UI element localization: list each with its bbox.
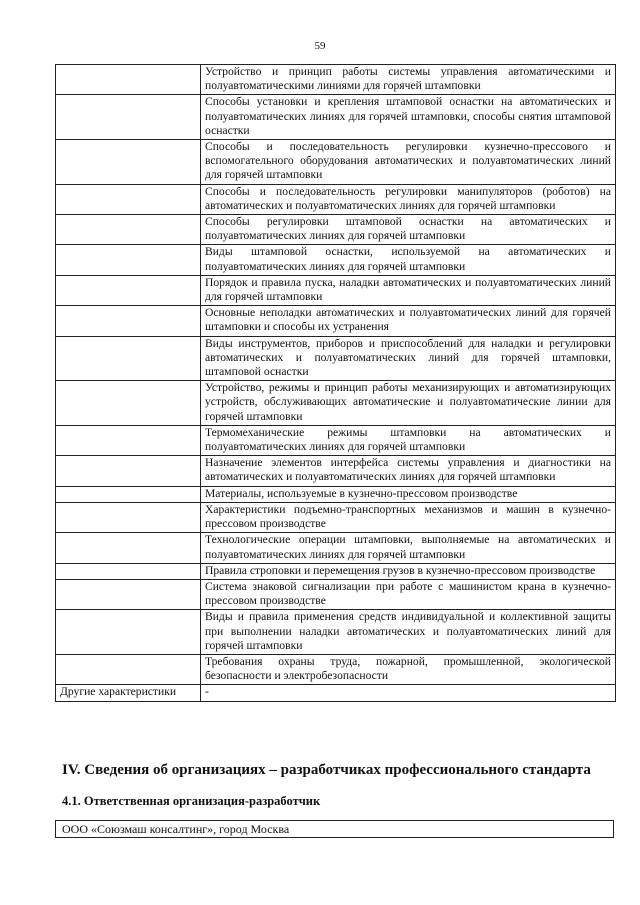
requirement-row xyxy=(56,502,616,532)
requirement-row xyxy=(56,65,616,95)
requirement-text: Способы регулировки штамповой оснастки на автоматических и полуавтоматических линиях для горячей штамповки xyxy=(201,215,616,245)
requirements-table xyxy=(55,64,616,702)
organization-name: ООО «Союзмаш консалтинг», город Москва xyxy=(62,822,290,836)
requirement-text: Назначение элементов интерфейса системы управления и диагностики на автоматических и полуавтоматических линиях для горячей штамповки xyxy=(201,456,616,486)
label-cell-empty xyxy=(56,336,201,381)
requirement-row xyxy=(56,381,616,426)
label-cell-empty xyxy=(56,306,201,336)
label-cell-empty xyxy=(56,275,201,305)
requirement-text: Устройство, режимы и принцип работы механизирующих и автоматизирующих устройств, обслуживающих автоматические и полуавтоматические линии для горячей штамповки xyxy=(201,381,616,426)
label-cell-empty xyxy=(56,140,201,185)
requirement-text: Виды штамповой оснастки, используемой на автоматических и полуавтоматических линиях для горячей штамповки xyxy=(201,245,616,275)
requirement-row xyxy=(56,563,616,579)
label-cell-empty xyxy=(56,579,201,609)
requirement-row xyxy=(56,533,616,563)
label-cell-empty xyxy=(56,65,201,95)
label-cell-empty xyxy=(56,215,201,245)
section-heading: IV. Сведения об организациях – разработчиках профессионального стандарта xyxy=(62,762,591,778)
requirement-row xyxy=(56,184,616,214)
label-cell-empty xyxy=(56,184,201,214)
requirement-row xyxy=(56,610,616,655)
requirement-row xyxy=(56,95,616,140)
requirement-text: Термомеханические режимы штамповки на автоматических и полуавтоматических линиях для горячей штамповки xyxy=(201,425,616,455)
label-cell-empty xyxy=(56,245,201,275)
requirement-row xyxy=(56,140,616,185)
requirement-text: Требования охраны труда, пожарной, промышленной, экологической безопасности и электробезопасности xyxy=(201,654,616,684)
requirement-row xyxy=(56,306,616,336)
label-cell-empty xyxy=(56,381,201,426)
requirement-text: Характеристики подъемно-транспортных механизмов и машин в кузнечно-прессовом производстве xyxy=(201,502,616,532)
requirement-text: Порядок и правила пуска, наладки автоматических и полуавтоматических линий для горячей штамповки xyxy=(201,275,616,305)
requirement-text: Способы установки и крепления штамповой оснастки на автоматических и полуавтоматических линиях для горячей штамповки, способы снятия штамповой оснастки xyxy=(201,95,616,140)
other-characteristics-row xyxy=(56,685,616,701)
label-cell-empty xyxy=(56,654,201,684)
requirement-row xyxy=(56,245,616,275)
requirement-text: Способы и последовательность регулировки кузнечно-прессового и вспомогательного оборудования автоматических и полуавтоматических линий для горячей штамповки xyxy=(201,140,616,185)
label-cell-empty xyxy=(56,563,201,579)
organization-field xyxy=(55,820,614,838)
label-cell-empty xyxy=(56,456,201,486)
requirement-text: Устройство и принцип работы системы управления автоматическими и полуавтоматическими линиями для горячей штамповки xyxy=(201,65,616,95)
requirements-table-body xyxy=(56,65,616,685)
requirement-row xyxy=(56,486,616,502)
label-cell-empty xyxy=(56,95,201,140)
requirement-text: Основные неполадки автоматических и полуавтоматических линий для горячей штамповки и способы их устранения xyxy=(201,306,616,336)
requirement-row xyxy=(56,275,616,305)
label-cell-empty xyxy=(56,486,201,502)
other-characteristics-label: Другие характеристики xyxy=(56,685,201,701)
requirement-row xyxy=(56,579,616,609)
page-number: 59 xyxy=(314,40,326,52)
label-cell-empty xyxy=(56,610,201,655)
requirement-text: Виды и правила применения средств индивидуальной и коллективной защиты при выполнении наладки автоматических и полуавтоматических линий для горячей штамповки xyxy=(201,610,616,655)
requirement-text: Виды инструментов, приборов и приспособлений для наладки и регулировки автоматических и полуавтоматических линий для горячей штамповки, штамповой оснастки xyxy=(201,336,616,381)
label-cell-empty xyxy=(56,425,201,455)
label-cell-empty xyxy=(56,502,201,532)
requirement-text: Технологические операции штамповки, выполняемые на автоматических и полуавтоматических линиях для горячей штамповки xyxy=(201,533,616,563)
requirement-row xyxy=(56,336,616,381)
label-cell-empty xyxy=(56,533,201,563)
subsection-heading: 4.1. Ответственная организация-разработчик xyxy=(62,794,321,808)
requirement-row xyxy=(56,456,616,486)
requirement-row xyxy=(56,425,616,455)
requirement-text: Правила строповки и перемещения грузов в кузнечно-прессовом производстве xyxy=(201,563,616,579)
requirement-text: Материалы, используемые в кузнечно-прессовом производстве xyxy=(201,486,616,502)
requirement-row xyxy=(56,654,616,684)
requirement-text: Способы и последовательность регулировки манипуляторов (роботов) на автоматических и полуавтоматических линиях для горячей штамповки xyxy=(201,184,616,214)
requirement-row xyxy=(56,215,616,245)
requirement-text: Система знаковой сигнализации при работе с машинистом крана в кузнечно-прессовом производстве xyxy=(201,579,616,609)
other-characteristics-value: - xyxy=(201,685,616,701)
